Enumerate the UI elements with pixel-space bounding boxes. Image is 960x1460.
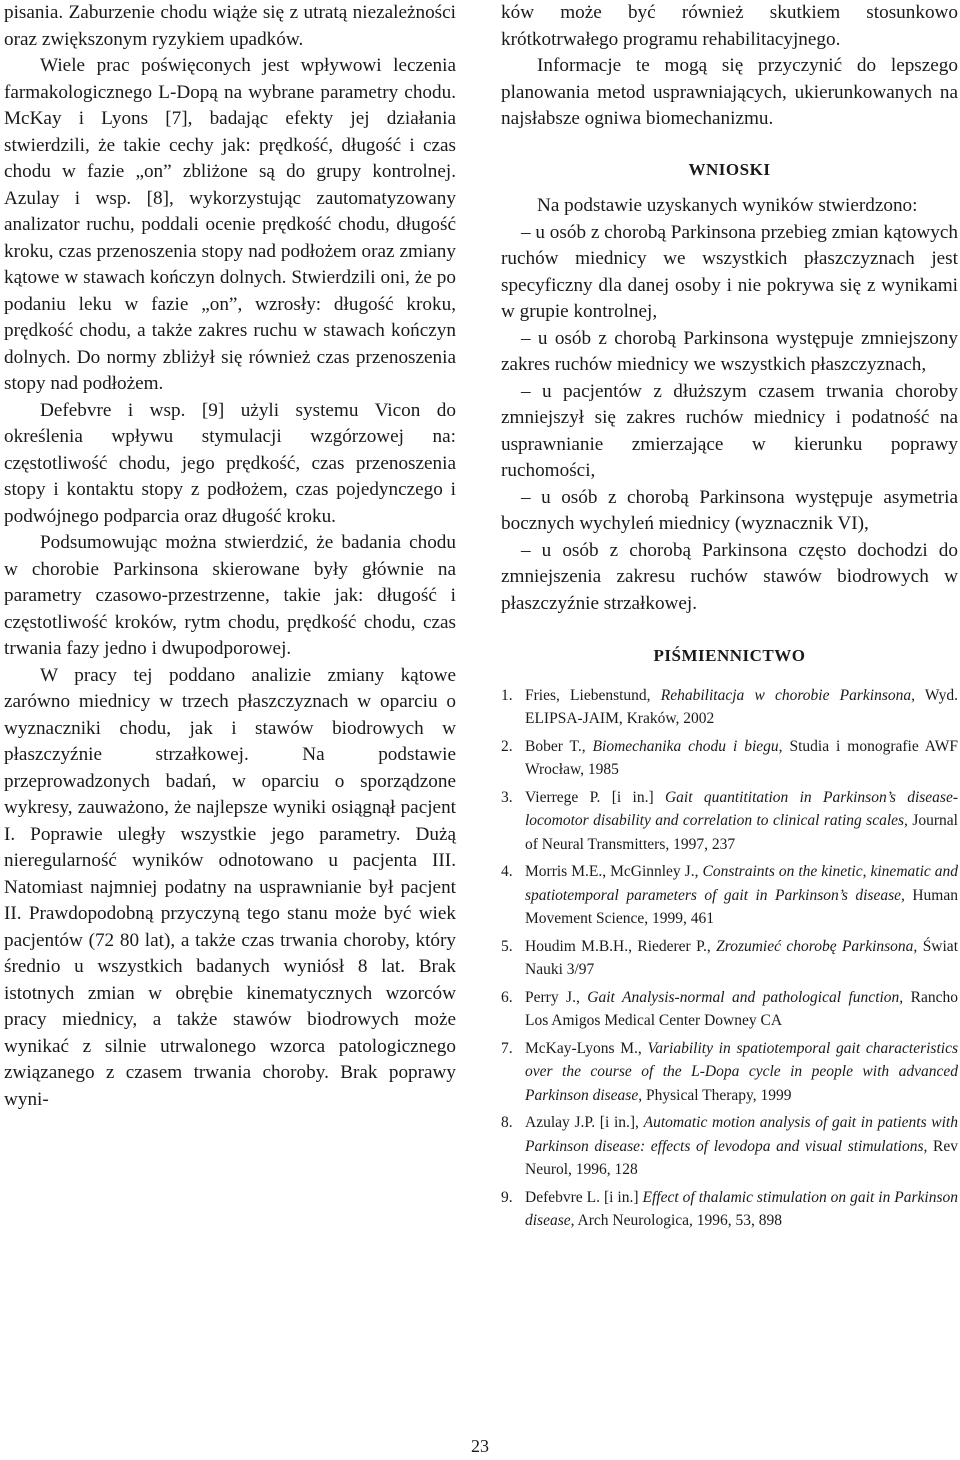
conclusion-item: – u osób z chorobą Parkinsona często dochodzi do zmniejszenia zakresu ruchów stawów biodrowych w płaszczyźnie strzałkowej. — [501, 539, 958, 614]
reference-title: Automatic motion analysis of gait in patients with Parkinson disease: effects of levodopa and visual stimulations, — [525, 1114, 958, 1155]
reference-title: Rehabilitacja w chorobie Parkinsona, — [660, 686, 916, 704]
reference-number: 7. — [501, 1039, 513, 1057]
reference-item — [501, 1186, 958, 1233]
reference-item — [501, 1037, 958, 1108]
reference-item — [501, 786, 958, 857]
reference-authors: McKay-Lyons M., — [525, 1039, 642, 1057]
page-number: 23 — [471, 1436, 489, 1456]
reference-source: Świat Nauki 3/97 — [525, 937, 958, 978]
references-list — [501, 684, 958, 1233]
reference-number: 8. — [501, 1114, 513, 1131]
paragraph: ków może być również skutkiem stosunkowo krótkotrwałego programu rehabilitacyjnego. — [501, 2, 958, 50]
reference-authors: Houdim M.B.H., Riederer P., — [525, 937, 711, 955]
reference-title: Variability in spatiotemporal gait characteristics over the course of the L-Dopa cycle in people with advanced Parkinson disease, — [525, 1039, 958, 1104]
reference-number: 1. — [501, 686, 513, 704]
reference-source: Rancho Los Amigos Medical Center Downey CA — [525, 988, 959, 1029]
reference-authors: Defebvre L. [i in.] — [525, 1188, 639, 1206]
reference-item — [501, 684, 958, 731]
reference-title: Biomechanika chodu i biegu, — [592, 737, 783, 755]
reference-title: Gait quantititation in Parkinson’s disease-locomotor disability and correlation to clinical rating scales, — [525, 788, 959, 829]
reference-authors: Vierrege P. [i in.] — [525, 788, 654, 806]
reference-item — [501, 1111, 958, 1182]
reference-source: Wyd. ELIPSA-JAIM, Kraków, 2002 — [525, 686, 958, 727]
reference-number: 4. — [501, 863, 513, 880]
paragraph: Podsumowując można stwierdzić, że badania chodu w chorobie Parkinsona skierowane były głównie na parametry czasowo-przestrzenne, takie jak: długość i częstotliwość kroków, rytm chodu, prędkość chodu, czas trwania fazy jedno i dwupodporowej. — [4, 532, 456, 659]
reference-number: 5. — [501, 937, 513, 955]
conclusion-item: – u pacjentów z dłuższym czasem trwania choroby zmniejszył się zakres ruchów miednicy i podatność na usprawnianie zmierzające w kierunku poprawy ruchomości, — [501, 380, 958, 481]
reference-title: Effect of thalamic stimulation on gait in Parkinson disease, — [525, 1188, 959, 1229]
reference-number: 3. — [501, 788, 513, 806]
reference-authors: Bober T., — [525, 737, 586, 755]
paragraph: Wiele prac poświęconych jest wpływowi leczenia farmakologicznego L-Dopą na wybrane parametry chodu. McKay i Lyons [7], badając efekty jej działania stwierdzili, że takie cechy jak: prędkość, długość i czas chodu w fazie „on” zbliżone są do grupy kontrolnej. Azulay i wsp. [8], wykorzystując zautomatyzowany analizator ruchu, poddali ocenie prędkość chodu, długość kroku, czas przenoszenia stopy nad podłożem oraz zmiany kątowe w stawach kończyn dolnych. Stwierdzili oni, że po podaniu leku w fazie „on”, wzrosły: długość kroku, prędkość chodu, a także zakres ruchu w stawach kończyn dolnych. Do normy zbliżył się również czas przenoszenia stopy nad podłożem. — [4, 55, 456, 394]
reference-source: Arch Neurologica, 1996, 53, 898 — [577, 1212, 783, 1229]
conclusion-item: – u osób z chorobą Parkinsona przebieg zmian kątowych ruchów miednicy we wszystkich płaszczyznach jest specyficzny dla danej osoby i nie pokrywa się z wynikami w grupie kontrolnej, — [501, 221, 958, 322]
reference-source: Human Movement Science, 1999, 461 — [525, 886, 958, 927]
paragraph: W pracy tej poddano analizie zmiany kątowe zarówno miednicy w trzech płaszczyznach w oparciu o wyznaczniki chodu, jak i stawów biodrowych w płaszczyźnie strzałkowej. Na podstawie przeprowadzonych badań, w oparciu o sporządzone wykresy, zauważono, że najlepsze wyniki osiągnął pacjent I. Poprawie uległy wszystkie jego parametry. Dużą nieregularność wyników odnotowano u pacjenta III. Natomiast najmniej podatny na usprawnianie był pacjent II. Prawdopodobną przyczyną tego stanu może być wiek pacjentów (72 80 lat), a także czas trwania choroby, który średnio u wszystkich badanych wyniósł 8 lat. Brak istotnych zmian w obrębie kinematycznych wzorców pracy miednicy, a także stawów biodrowych może wynikać z silnie utrwalonego wzorca patologicznego związanego z czasem trwania choroby. Brak poprawy wyni- — [4, 664, 456, 1110]
reference-source: Rev Neurol, 1996, 128 — [525, 1137, 958, 1178]
paragraph: pisania. Zaburzenie chodu wiąże się z utratą niezależności oraz zwiększonym ryzykiem upadków. — [4, 2, 456, 50]
reference-item — [501, 986, 958, 1033]
conclusion-item: – u osób z chorobą Parkinsona występuje zmniejszony zakres ruchów miednicy we wszystkich płaszczyznach, — [501, 327, 958, 375]
conclusion-item: – u osób z chorobą Parkinsona występuje asymetria bocznych wychyleń miednicy (wyznacznik VI), — [501, 486, 958, 534]
reference-authors: Perry J., — [525, 988, 580, 1006]
reference-authors: Morris M.E., McGinnley J., — [525, 863, 699, 880]
reference-authors: Azulay J.P. [i in.], — [525, 1114, 639, 1131]
reference-number: 9. — [501, 1188, 513, 1206]
conclusions-heading: WNIOSKI — [688, 159, 771, 179]
reference-source: Studia i monografie AWF Wrocław, 1985 — [525, 737, 958, 778]
reference-number: 2. — [501, 737, 513, 755]
reference-title: Gait Analysis-normal and pathological function, — [587, 988, 904, 1006]
conclusions-intro: Na podstawie uzyskanych wyników stwierdzono: — [537, 195, 918, 216]
reference-authors: Fries, Liebenstund, — [525, 686, 651, 704]
left-column — [4, 0, 456, 1113]
paragraph: Defebvre i wsp. [9] użyli systemu Vicon do określenia wpływu stymulacji wzgórzowej na: częstotliwość chodu, jego prędkość, czas przenoszenia stopy i kontaktu stopy z podłożem, czas pojedynczego i podwójnego podparcia oraz długość kroku. — [4, 399, 456, 527]
references-heading: PIŚMIENNICTWO — [653, 646, 806, 665]
reference-number: 6. — [501, 988, 513, 1006]
reference-title: Constraints on the kinetic, kinematic and spatiotemporal parameters of gait in Parkinson’s disease, — [525, 863, 959, 904]
right-column — [501, 0, 958, 1237]
reference-item — [501, 860, 958, 931]
reference-item — [501, 935, 958, 982]
reference-title: Zrozumieć chorobę Parkinsona, — [716, 937, 918, 955]
paragraph: Informacje te mogą się przyczynić do lepszego planowania metod usprawniających, ukierunkowanych na najsłabsze ogniwa biomechanizmu. — [501, 55, 958, 129]
reference-item — [501, 735, 958, 782]
reference-source: Physical Therapy, 1999 — [645, 1086, 792, 1104]
reference-source: Journal of Neural Transmitters, 1997, 237 — [525, 812, 958, 853]
